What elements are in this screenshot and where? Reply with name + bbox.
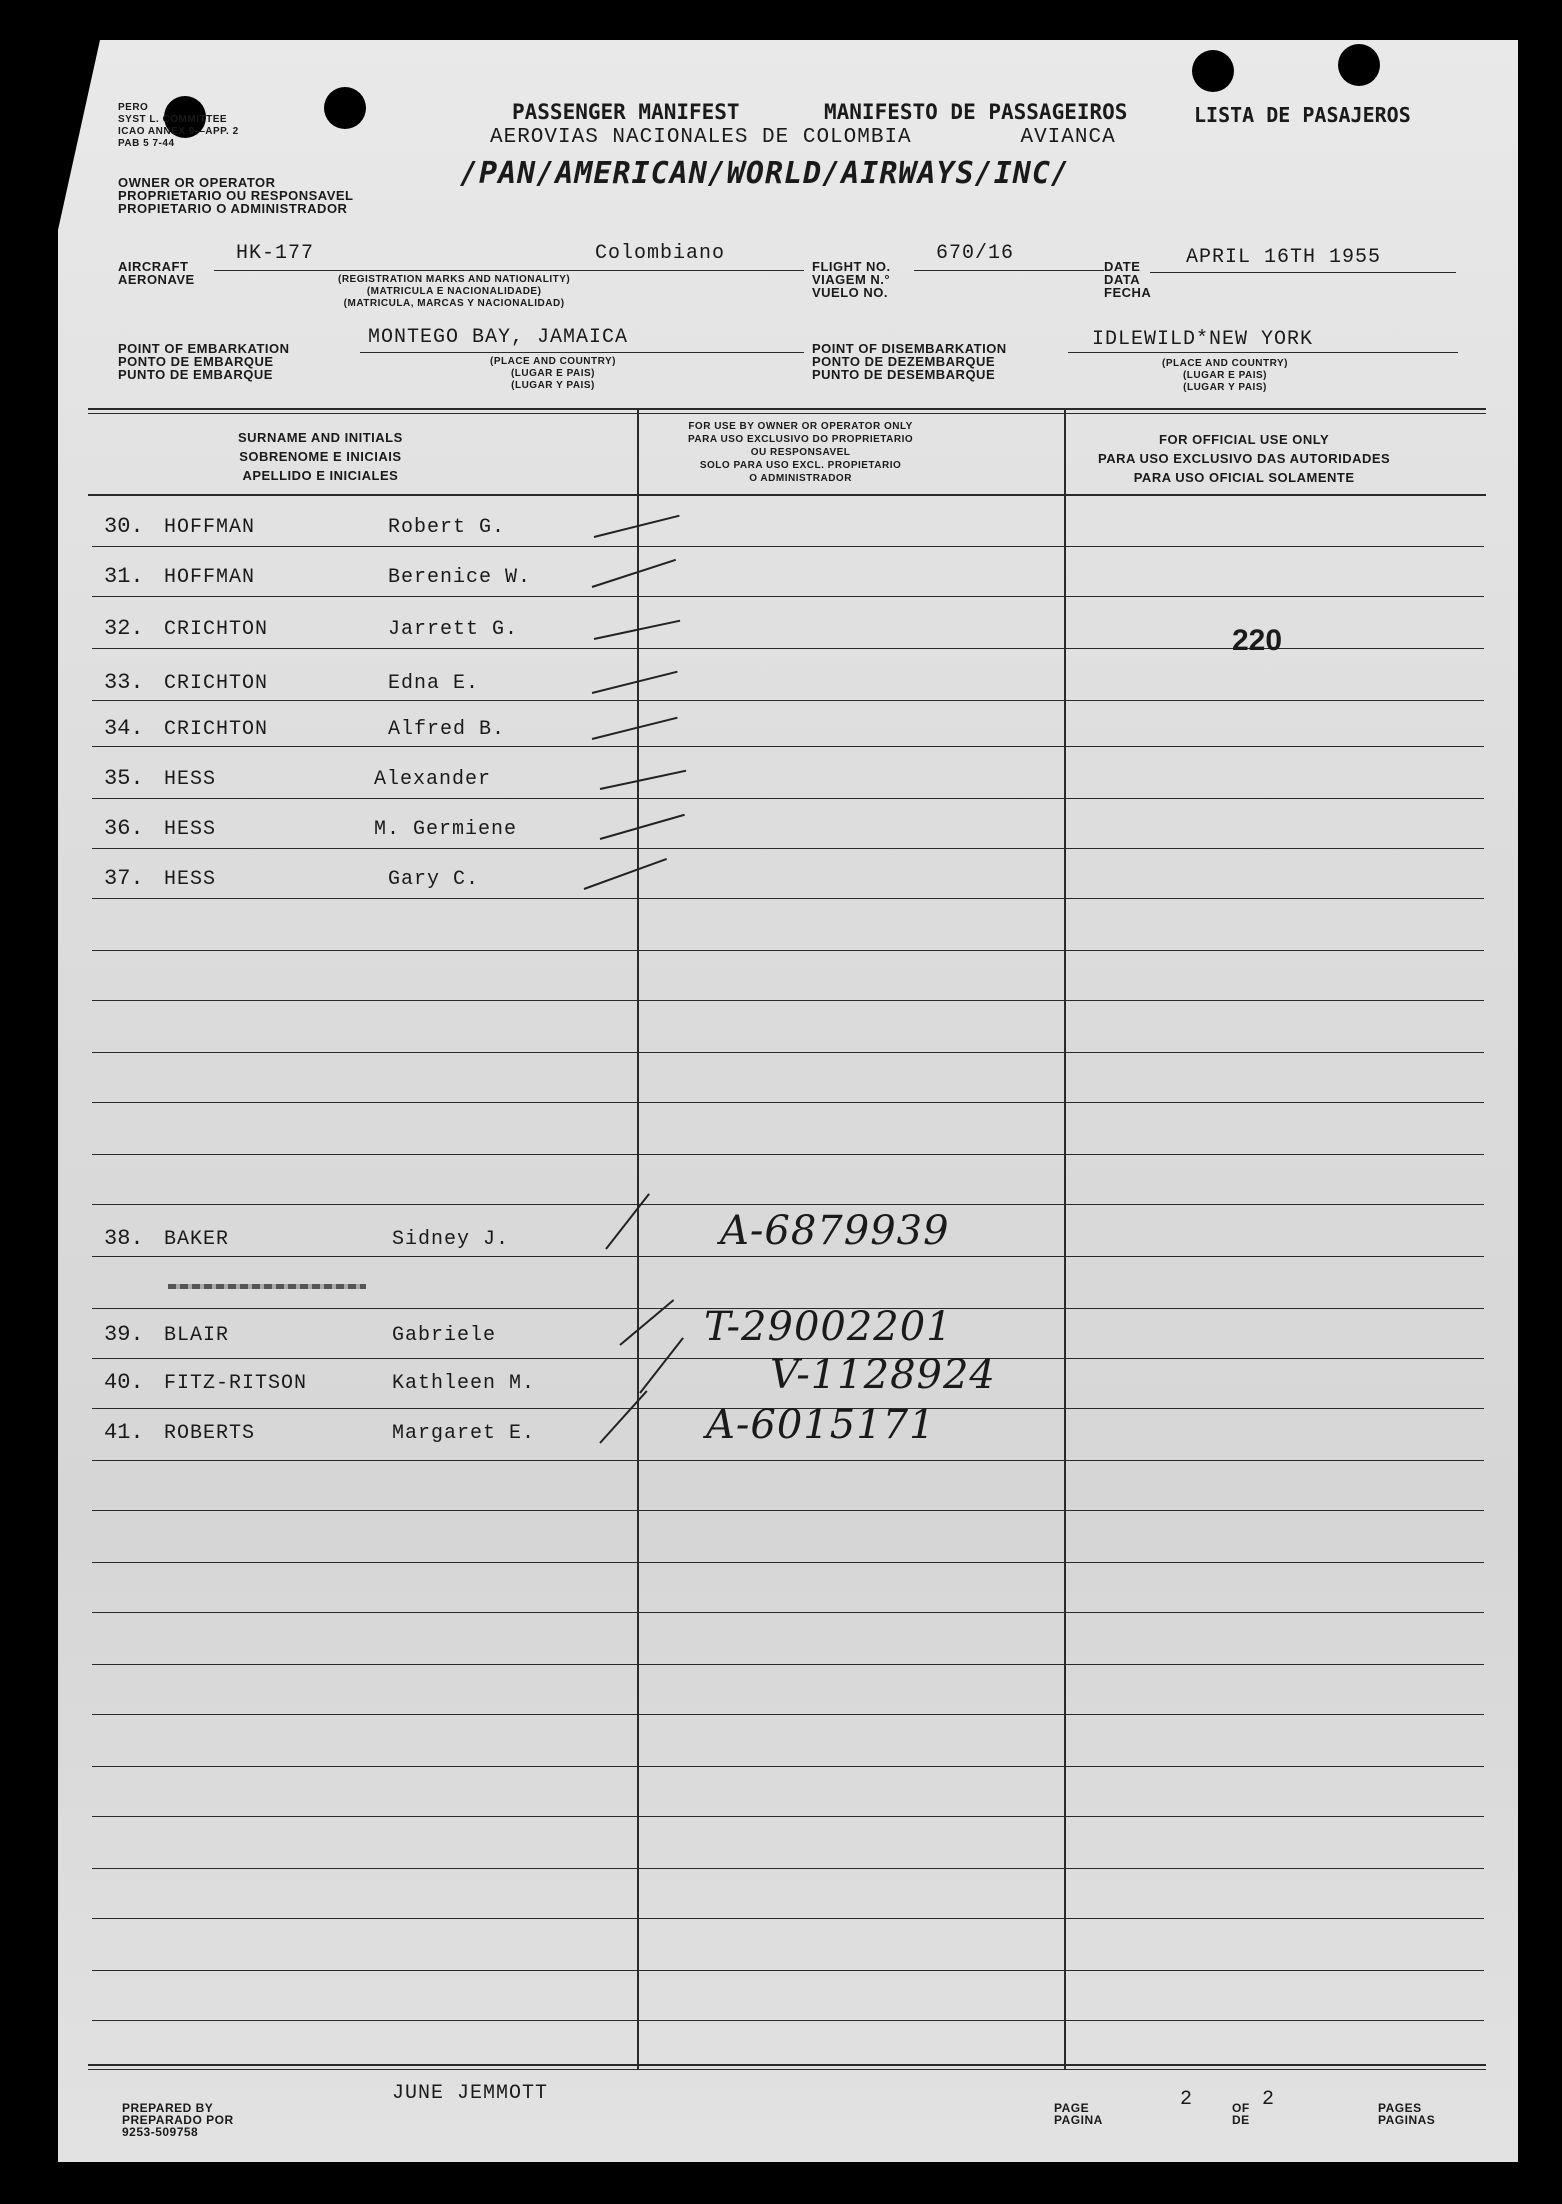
passenger-number: 31. — [104, 564, 144, 589]
page-label: PAGE PAGINA — [1054, 2101, 1103, 2127]
of-label: OF DE — [1232, 2101, 1250, 2127]
passenger-given-name: M. Germiene — [374, 818, 518, 841]
ruled-line — [92, 1612, 1484, 1613]
passenger-surname: CRICHTON — [164, 618, 269, 641]
passenger-number: 36. — [104, 816, 144, 841]
ruled-line — [92, 1460, 1484, 1461]
passenger-given-name: Berenice W. — [388, 566, 532, 589]
document-number-handwritten: A-6015171 — [706, 1402, 936, 1448]
passenger-given-name: Sidney J. — [392, 1228, 510, 1251]
registration-caption: (REGISTRATION MARKS AND NATIONALITY) (MATRICULA E NACIONALIDADE) (MATRICULA, MARCAS Y NACIONALIDAD) — [338, 274, 571, 309]
embarkation-label: POINT OF EMBARKATION PONTO DE EMBARQUE PUNTO DE EMBARQUE — [118, 341, 290, 382]
ruled-line — [92, 798, 1484, 799]
passenger-surname: BLAIR — [164, 1324, 230, 1347]
ruled-line — [92, 848, 1484, 849]
title-english: PASSENGER MANIFEST — [512, 100, 740, 124]
passenger-surname: HESS — [164, 868, 217, 891]
ruled-line — [92, 950, 1484, 951]
ruled-line — [92, 1562, 1484, 1563]
column-header-names: SURNAME AND INITIALS SOBRENOME E INICIAIS APELLIDO E INICIALES — [238, 430, 403, 483]
title-portuguese: MANIFESTO DE PASSAGEIROS — [824, 100, 1128, 124]
embark-place-caption: (PLACE AND COUNTRY) (LUGAR E PAIS) (LUGAR Y PAIS) — [490, 356, 616, 391]
date-value: APRIL 16TH 1955 — [1186, 246, 1382, 269]
embarkation-value: MONTEGO BAY, JAMAICA — [368, 326, 629, 349]
ruled-line — [92, 1052, 1484, 1053]
document-number-handwritten: T-29002201 — [704, 1304, 953, 1350]
ruled-line — [92, 1510, 1484, 1511]
passenger-surname: CRICHTON — [164, 718, 269, 741]
ruled-line — [92, 1970, 1484, 1971]
airline-line: AEROVIAS NACIONALES DE COLOMBIA AVIANCA — [490, 126, 1116, 149]
passenger-surname: BAKER — [164, 1228, 230, 1251]
prepared-by-label: PREPARED BY PREPARADO POR 9253-509758 — [122, 2101, 234, 2139]
aircraft-value: HK-177 — [236, 242, 315, 265]
table-bottom-border — [88, 2069, 1486, 2070]
passenger-number: 41. — [104, 1420, 144, 1445]
passenger-number: 32. — [104, 616, 144, 641]
embarkation-underline — [360, 352, 804, 353]
ruled-line — [92, 1664, 1484, 1665]
form-code-block: PERO SYST L. COMMITTEE ICAO ANNEX 9—APP. 2 PAB 5 7-44 — [118, 102, 239, 149]
nationality-value: Colombiano — [595, 242, 726, 265]
passenger-surname: CRICHTON — [164, 672, 269, 695]
passenger-number: 37. — [104, 866, 144, 891]
ruled-line — [92, 1918, 1484, 1919]
passenger-given-name: Margaret E. — [392, 1422, 536, 1445]
passenger-given-name: Kathleen M. — [392, 1372, 536, 1395]
table-top-border — [88, 413, 1486, 414]
passenger-surname: ROBERTS — [164, 1422, 256, 1445]
passenger-surname: HESS — [164, 768, 217, 791]
disembarkation-label: POINT OF DISEMBARKATION PONTO DE DEZEMBARQUE PUNTO DE DESEMBARQUE — [812, 341, 1007, 382]
ruled-line — [92, 1000, 1484, 1001]
total-pages: 2 — [1262, 2088, 1276, 2111]
ruled-line — [92, 2020, 1484, 2021]
title-spanish: LISTA DE PASAJEROS — [1194, 103, 1411, 127]
ruled-line — [92, 1154, 1484, 1155]
passenger-surname: HOFFMAN — [164, 516, 256, 539]
header-bottom-border — [88, 494, 1486, 496]
flight-underline — [914, 270, 1104, 271]
ruled-line — [92, 1256, 1484, 1257]
disembark-place-caption: (PLACE AND COUNTRY) (LUGAR E PAIS) (LUGAR Y PAIS) — [1162, 358, 1288, 393]
passenger-given-name: Gabriele — [392, 1324, 497, 1347]
aircraft-label: AIRCRAFT AERONAVE — [118, 259, 195, 287]
owner-operator-label: OWNER OR OPERATOR PROPRIETARIO OU RESPONSAVEL PROPIETARIO O ADMINISTRADOR — [118, 175, 354, 216]
ruled-line — [92, 1868, 1484, 1869]
aircraft-underline — [214, 270, 804, 271]
punch-hole — [1338, 44, 1380, 86]
passenger-given-name: Alexander — [374, 768, 492, 791]
passenger-surname: HESS — [164, 818, 217, 841]
passenger-given-name: Jarrett G. — [388, 618, 519, 641]
prepared-by-value: JUNE JEMMOTT — [392, 2082, 549, 2105]
ruled-line — [92, 596, 1484, 597]
punch-hole — [1192, 50, 1234, 92]
passenger-surname: FITZ-RITSON — [164, 1372, 308, 1395]
date-underline — [1150, 272, 1456, 273]
passenger-number: 40. — [104, 1370, 144, 1395]
column-header-official: FOR OFFICIAL USE ONLY PARA USO EXCLUSIVO DAS AUTORIDADES PARA USO OFICIAL SOLAMENTE — [1098, 432, 1391, 485]
passenger-number: 39. — [104, 1322, 144, 1347]
page-number: 2 — [1180, 2088, 1194, 2111]
flight-label: FLIGHT NO. VIAGEM N.° VUELO NO. — [812, 259, 891, 300]
disembarkation-underline — [1068, 352, 1458, 353]
column-header-operator: FOR USE BY OWNER OR OPERATOR ONLY PARA USO EXCLUSIVO DO PROPRIETARIO OU RESPONSAVEL SOLO PARA USO EXCL. PROPIETARIO O ADMINISTRADOR — [688, 421, 914, 484]
ruled-line — [92, 700, 1484, 701]
ruled-line — [92, 1816, 1484, 1817]
ruled-line — [92, 746, 1484, 747]
ruled-line — [92, 898, 1484, 899]
ruled-line — [92, 1766, 1484, 1767]
passenger-given-name: Edna E. — [388, 672, 480, 695]
disembarkation-value: IDLEWILD*NEW YORK — [1092, 328, 1314, 351]
ruled-line — [92, 1714, 1484, 1715]
passenger-number: 35. — [104, 766, 144, 791]
company-name: /PAN/AMERICAN/WORLD/AIRWAYS/INC/ — [460, 156, 1070, 191]
column-divider — [637, 410, 639, 2070]
ruled-line — [92, 546, 1484, 547]
passenger-number: 34. — [104, 716, 144, 741]
passenger-number: 38. — [104, 1226, 144, 1251]
ruled-line — [92, 1204, 1484, 1205]
date-label: DATE DATA FECHA — [1104, 259, 1152, 300]
document-number-handwritten: A-6879939 — [720, 1208, 950, 1254]
pages-label: PAGES PAGINAS — [1378, 2101, 1436, 2127]
column-divider — [1064, 410, 1066, 2070]
passenger-given-name: Robert G. — [388, 516, 506, 539]
ruled-line — [92, 1102, 1484, 1103]
passenger-given-name: Gary C. — [388, 868, 480, 891]
passenger-given-name: Alfred B. — [388, 718, 506, 741]
official-stamp-number: 220 — [1232, 624, 1283, 657]
table-top-border — [88, 408, 1486, 410]
erased-entry — [168, 1284, 366, 1289]
passenger-number: 30. — [104, 514, 144, 539]
flight-value: 670/16 — [936, 242, 1015, 265]
document-number-handwritten: V-1128924 — [770, 1352, 996, 1398]
punch-hole — [324, 87, 366, 129]
table-bottom-border — [88, 2064, 1486, 2066]
passenger-surname: HOFFMAN — [164, 566, 256, 589]
passenger-number: 33. — [104, 670, 144, 695]
